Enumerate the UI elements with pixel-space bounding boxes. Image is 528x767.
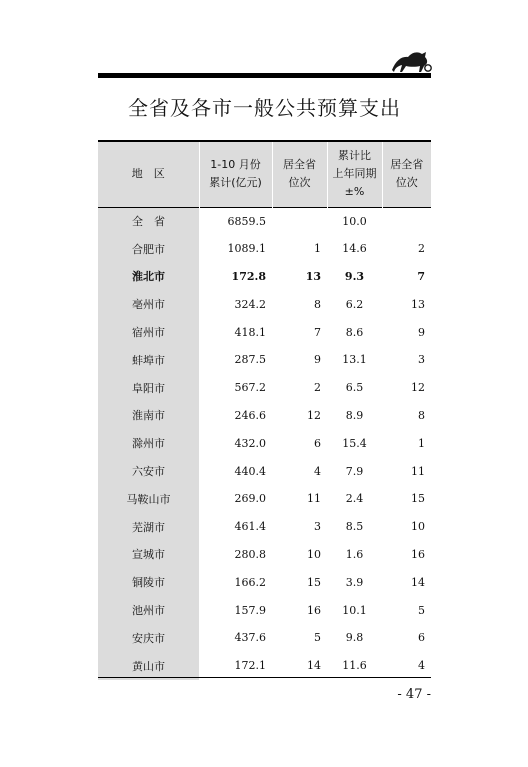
cell-amount: 172.1 — [234, 659, 266, 673]
table-row — [98, 318, 431, 346]
footer-rule — [98, 677, 431, 678]
budget-table-container — [98, 140, 431, 680]
table-header — [98, 141, 431, 207]
table-row — [98, 624, 431, 652]
cell-growth: 15.4 — [342, 436, 367, 450]
cell-amount: 172.8 — [231, 269, 266, 283]
cell-amount: 280.8 — [234, 547, 266, 561]
cell-rank2: 10 — [411, 520, 425, 534]
table-row — [98, 290, 431, 318]
cell-rank1 — [272, 207, 327, 235]
cell-rank2: 6 — [418, 631, 425, 645]
cell-amount: 461.4 — [234, 520, 266, 534]
cell-rank2: 7 — [417, 269, 425, 283]
cell-rank2: 1 — [418, 436, 425, 450]
cell-region: 全 省 — [98, 207, 199, 235]
cell-rank1: 6 — [314, 436, 321, 450]
table-row — [98, 235, 431, 263]
cell-growth: 14.6 — [342, 242, 367, 256]
cell-growth: 11.6 — [342, 659, 367, 673]
cell-rank1: 9 — [314, 353, 321, 367]
cell-rank2: 5 — [418, 603, 425, 617]
cell-region: 池州市 — [98, 596, 199, 624]
budget-table — [98, 140, 431, 680]
cell-region: 黄山市 — [98, 652, 199, 680]
cell-amount: 246.6 — [234, 408, 266, 422]
header-rank-amount: 居全省 位次 — [272, 141, 327, 207]
table-row — [98, 429, 431, 457]
cell-rank1: 2 — [314, 381, 321, 395]
cell-growth: 8.6 — [345, 325, 364, 339]
cell-region: 铜陵市 — [98, 568, 199, 596]
cell-rank1: 12 — [307, 408, 321, 422]
table-row — [98, 346, 431, 374]
cell-amount: 166.2 — [234, 575, 266, 589]
cell-amount: 440.4 — [234, 464, 266, 478]
cell-growth: 8.9 — [345, 408, 364, 422]
table-row — [98, 402, 431, 430]
cell-amount: 437.6 — [234, 631, 266, 645]
cell-rank2: 4 — [418, 659, 425, 673]
table-row — [98, 207, 431, 235]
cell-rank1: 13 — [305, 269, 321, 283]
table-row — [98, 457, 431, 485]
cell-rank1: 16 — [307, 603, 321, 617]
cell-amount: 567.2 — [234, 381, 266, 395]
cell-rank1: 5 — [314, 631, 321, 645]
cell-rank2 — [382, 207, 431, 235]
cell-rank1: 15 — [307, 575, 321, 589]
cell-region: 马鞍山市 — [98, 485, 199, 513]
cell-region: 宿州市 — [98, 318, 199, 346]
cell-amount: 6859.5 — [227, 214, 266, 228]
cell-growth: 10.1 — [342, 603, 367, 617]
cell-rank1: 4 — [314, 464, 321, 478]
cell-growth: 9.8 — [345, 631, 364, 645]
cell-growth: 6.2 — [345, 297, 364, 311]
cell-amount: 157.9 — [234, 603, 266, 617]
cell-rank2: 2 — [418, 242, 425, 256]
header-growth: 累计比 上年同期 ±% — [327, 141, 382, 207]
cell-rank2: 13 — [411, 297, 425, 311]
cell-rank1: 14 — [307, 659, 321, 673]
cell-rank1: 7 — [314, 325, 321, 339]
cell-region: 亳州市 — [98, 290, 199, 318]
cell-region: 阜阳市 — [98, 374, 199, 402]
cell-region: 合肥市 — [98, 235, 199, 263]
table-row — [98, 652, 431, 680]
cell-amount: 269.0 — [234, 492, 266, 506]
cell-region: 淮南市 — [98, 402, 199, 430]
cell-growth: 9.3 — [344, 269, 365, 283]
header-rule — [98, 73, 431, 78]
cell-growth: 1.6 — [345, 547, 364, 561]
cell-region: 淮北市 — [98, 263, 199, 291]
cell-amount: 432.0 — [234, 436, 266, 450]
cell-growth: 2.4 — [345, 492, 364, 506]
cell-region: 蚌埠市 — [98, 346, 199, 374]
table-body — [98, 207, 431, 680]
cell-region: 安庆市 — [98, 624, 199, 652]
cell-rank1: 3 — [314, 520, 321, 534]
cell-amount: 418.1 — [234, 325, 266, 339]
cell-growth: 8.5 — [345, 520, 364, 534]
cell-amount: 1089.1 — [227, 242, 266, 256]
cell-rank1: 11 — [307, 492, 321, 506]
table-row — [98, 596, 431, 624]
header-region: 地 区 — [98, 141, 199, 207]
cell-growth: 3.9 — [345, 575, 364, 589]
cell-rank2: 8 — [418, 408, 425, 422]
header-amount: 1-10 月份 累计(亿元) — [199, 141, 272, 207]
cell-rank2: 12 — [411, 381, 425, 395]
cell-growth: 6.5 — [345, 381, 364, 395]
cell-rank2: 14 — [411, 575, 425, 589]
table-row — [98, 374, 431, 402]
table-row — [98, 541, 431, 569]
cell-growth: 10.0 — [342, 214, 367, 228]
page-title: 全省及各市一般公共预算支出 — [128, 96, 401, 120]
cell-rank1: 1 — [314, 242, 321, 256]
cell-rank2: 11 — [411, 464, 425, 478]
cell-rank2: 16 — [411, 547, 425, 561]
cell-amount: 324.2 — [234, 297, 266, 311]
table-row — [98, 485, 431, 513]
table-row — [98, 263, 431, 291]
header-rank-growth: 居全省 位次 — [382, 141, 431, 207]
cell-rank2: 3 — [418, 353, 425, 367]
cell-rank1: 8 — [314, 297, 321, 311]
cell-amount: 287.5 — [234, 353, 266, 367]
horse-emblem-icon — [388, 48, 432, 74]
cell-rank2: 9 — [418, 325, 425, 339]
table-row — [98, 513, 431, 541]
cell-growth: 7.9 — [345, 464, 364, 478]
page-number: - 47 - — [397, 687, 431, 702]
cell-rank2: 15 — [411, 492, 425, 506]
cell-region: 宣城市 — [98, 541, 199, 569]
cell-region: 六安市 — [98, 457, 199, 485]
cell-growth: 13.1 — [342, 353, 367, 367]
table-row — [98, 568, 431, 596]
cell-rank1: 10 — [307, 547, 321, 561]
cell-region: 滁州市 — [98, 429, 199, 457]
cell-region: 芜湖市 — [98, 513, 199, 541]
